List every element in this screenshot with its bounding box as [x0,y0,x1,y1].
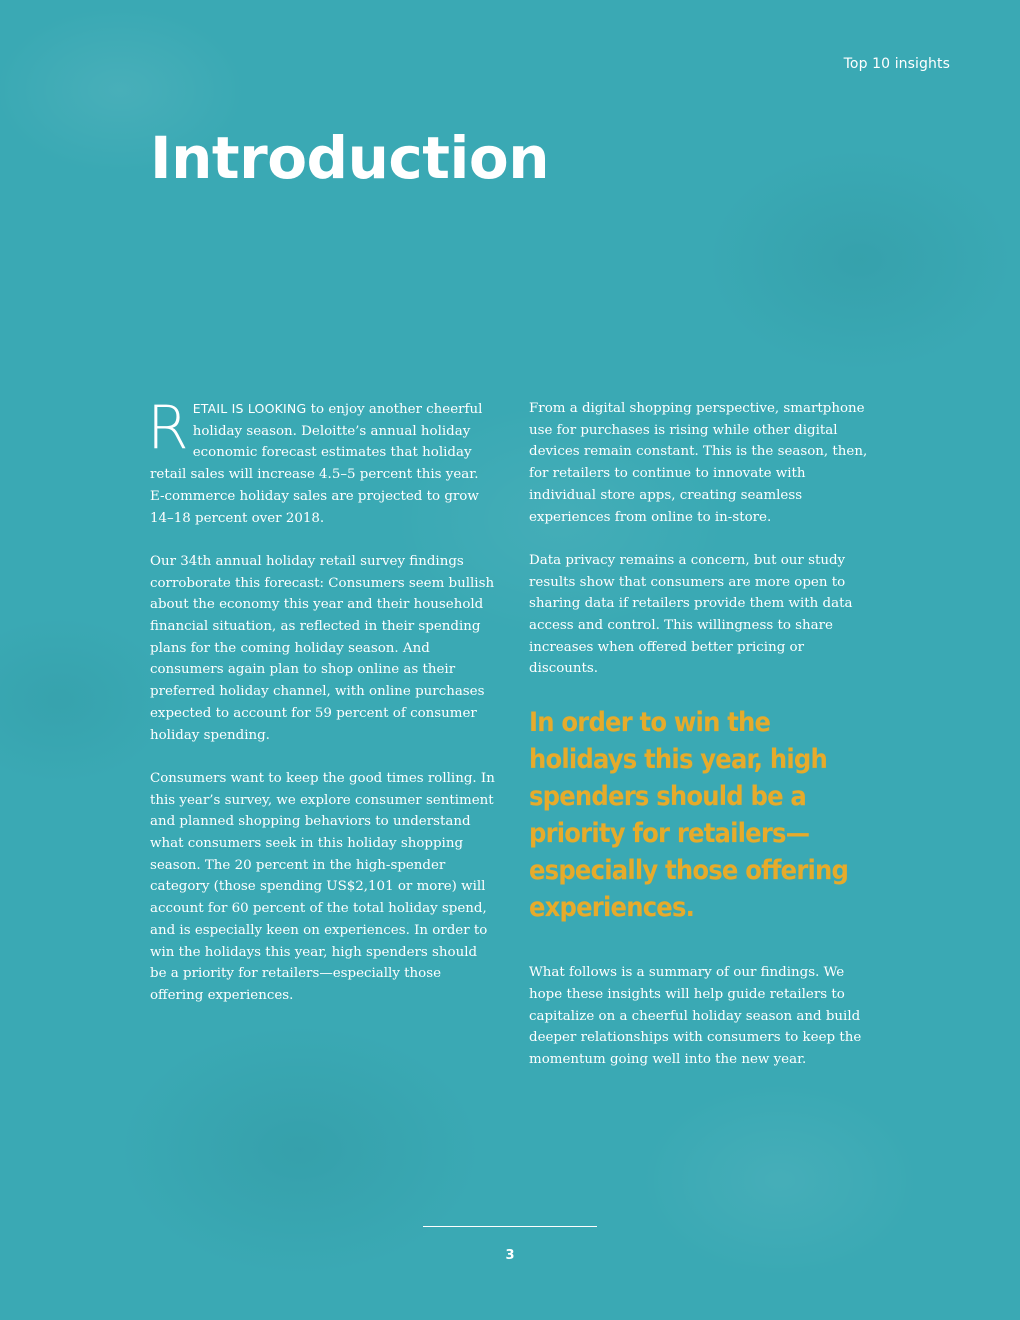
running-head: Top 10 insights [843,56,950,72]
right-column [529,398,874,1092]
body-paragraph: Data privacy remains a concern, but our study results show that consumers are more open to sharing data if retailers provide them with data access and control. This willingness to share increases when offered better pricing or discounts. [529,552,853,677]
body-paragraph: Consumers want to keep the good times rolling. In this year’s survey, we explore consumer sentiment and planned shopping behaviors to understand what consumers seek in this holiday shopping season. The 20 percent in the high-spender category (those spending US$2,101 or more) will account for 60 percent of the total holiday spend, and is especially keen on experiences. In order to win the holidays this year, high spenders should be a priority for retailers—especially those offering experiences. [150,770,495,1003]
intro-text: to enjoy another cheerful holiday season. Deloitte’s annual holiday economic forecast estimates that holiday retail sales will increase 4.5–5 percent this year. E-commerce holiday sales are projected to grow 14–18 percent over 2018. [150,402,483,526]
drop-cap: R [147,393,189,463]
pull-quote: In order to win the holidays this year, high spenders should be a priority for retailers—especially those offering experiences. [529,707,849,924]
page-number: 3 [505,1248,515,1263]
intro-paragraph [147,393,495,529]
footer-divider [423,1226,597,1227]
page-title: Introduction [150,124,549,192]
lead-in-small-caps: ETAIL IS LOOKING [192,401,307,416]
body-paragraph: Our 34th annual holiday retail survey findings corroborate this forecast: Consumers seem bullish about the economy this year and their household financial situation, as reflected in their spending plans for the coming holiday season. And consumers again plan to shop online as their preferred holiday channel, with online purchases expected to account for 59 percent of consumer holiday spending. [150,553,495,743]
body-paragraph: From a digital shopping perspective, smartphone use for purchases is rising while other digital devices remain constant. This is the season, then, for retailers to continue to innovate with individual store apps, creating seamless experiences from online to in-store. [529,401,868,525]
left-column [147,393,495,1028]
closing-paragraph: What follows is a summary of our findings. We hope these insights will help guide retailers to capitalize on a cheerful holiday season and build deeper relationships with consumers to keep the momentum going well into the new year. [529,965,862,1067]
